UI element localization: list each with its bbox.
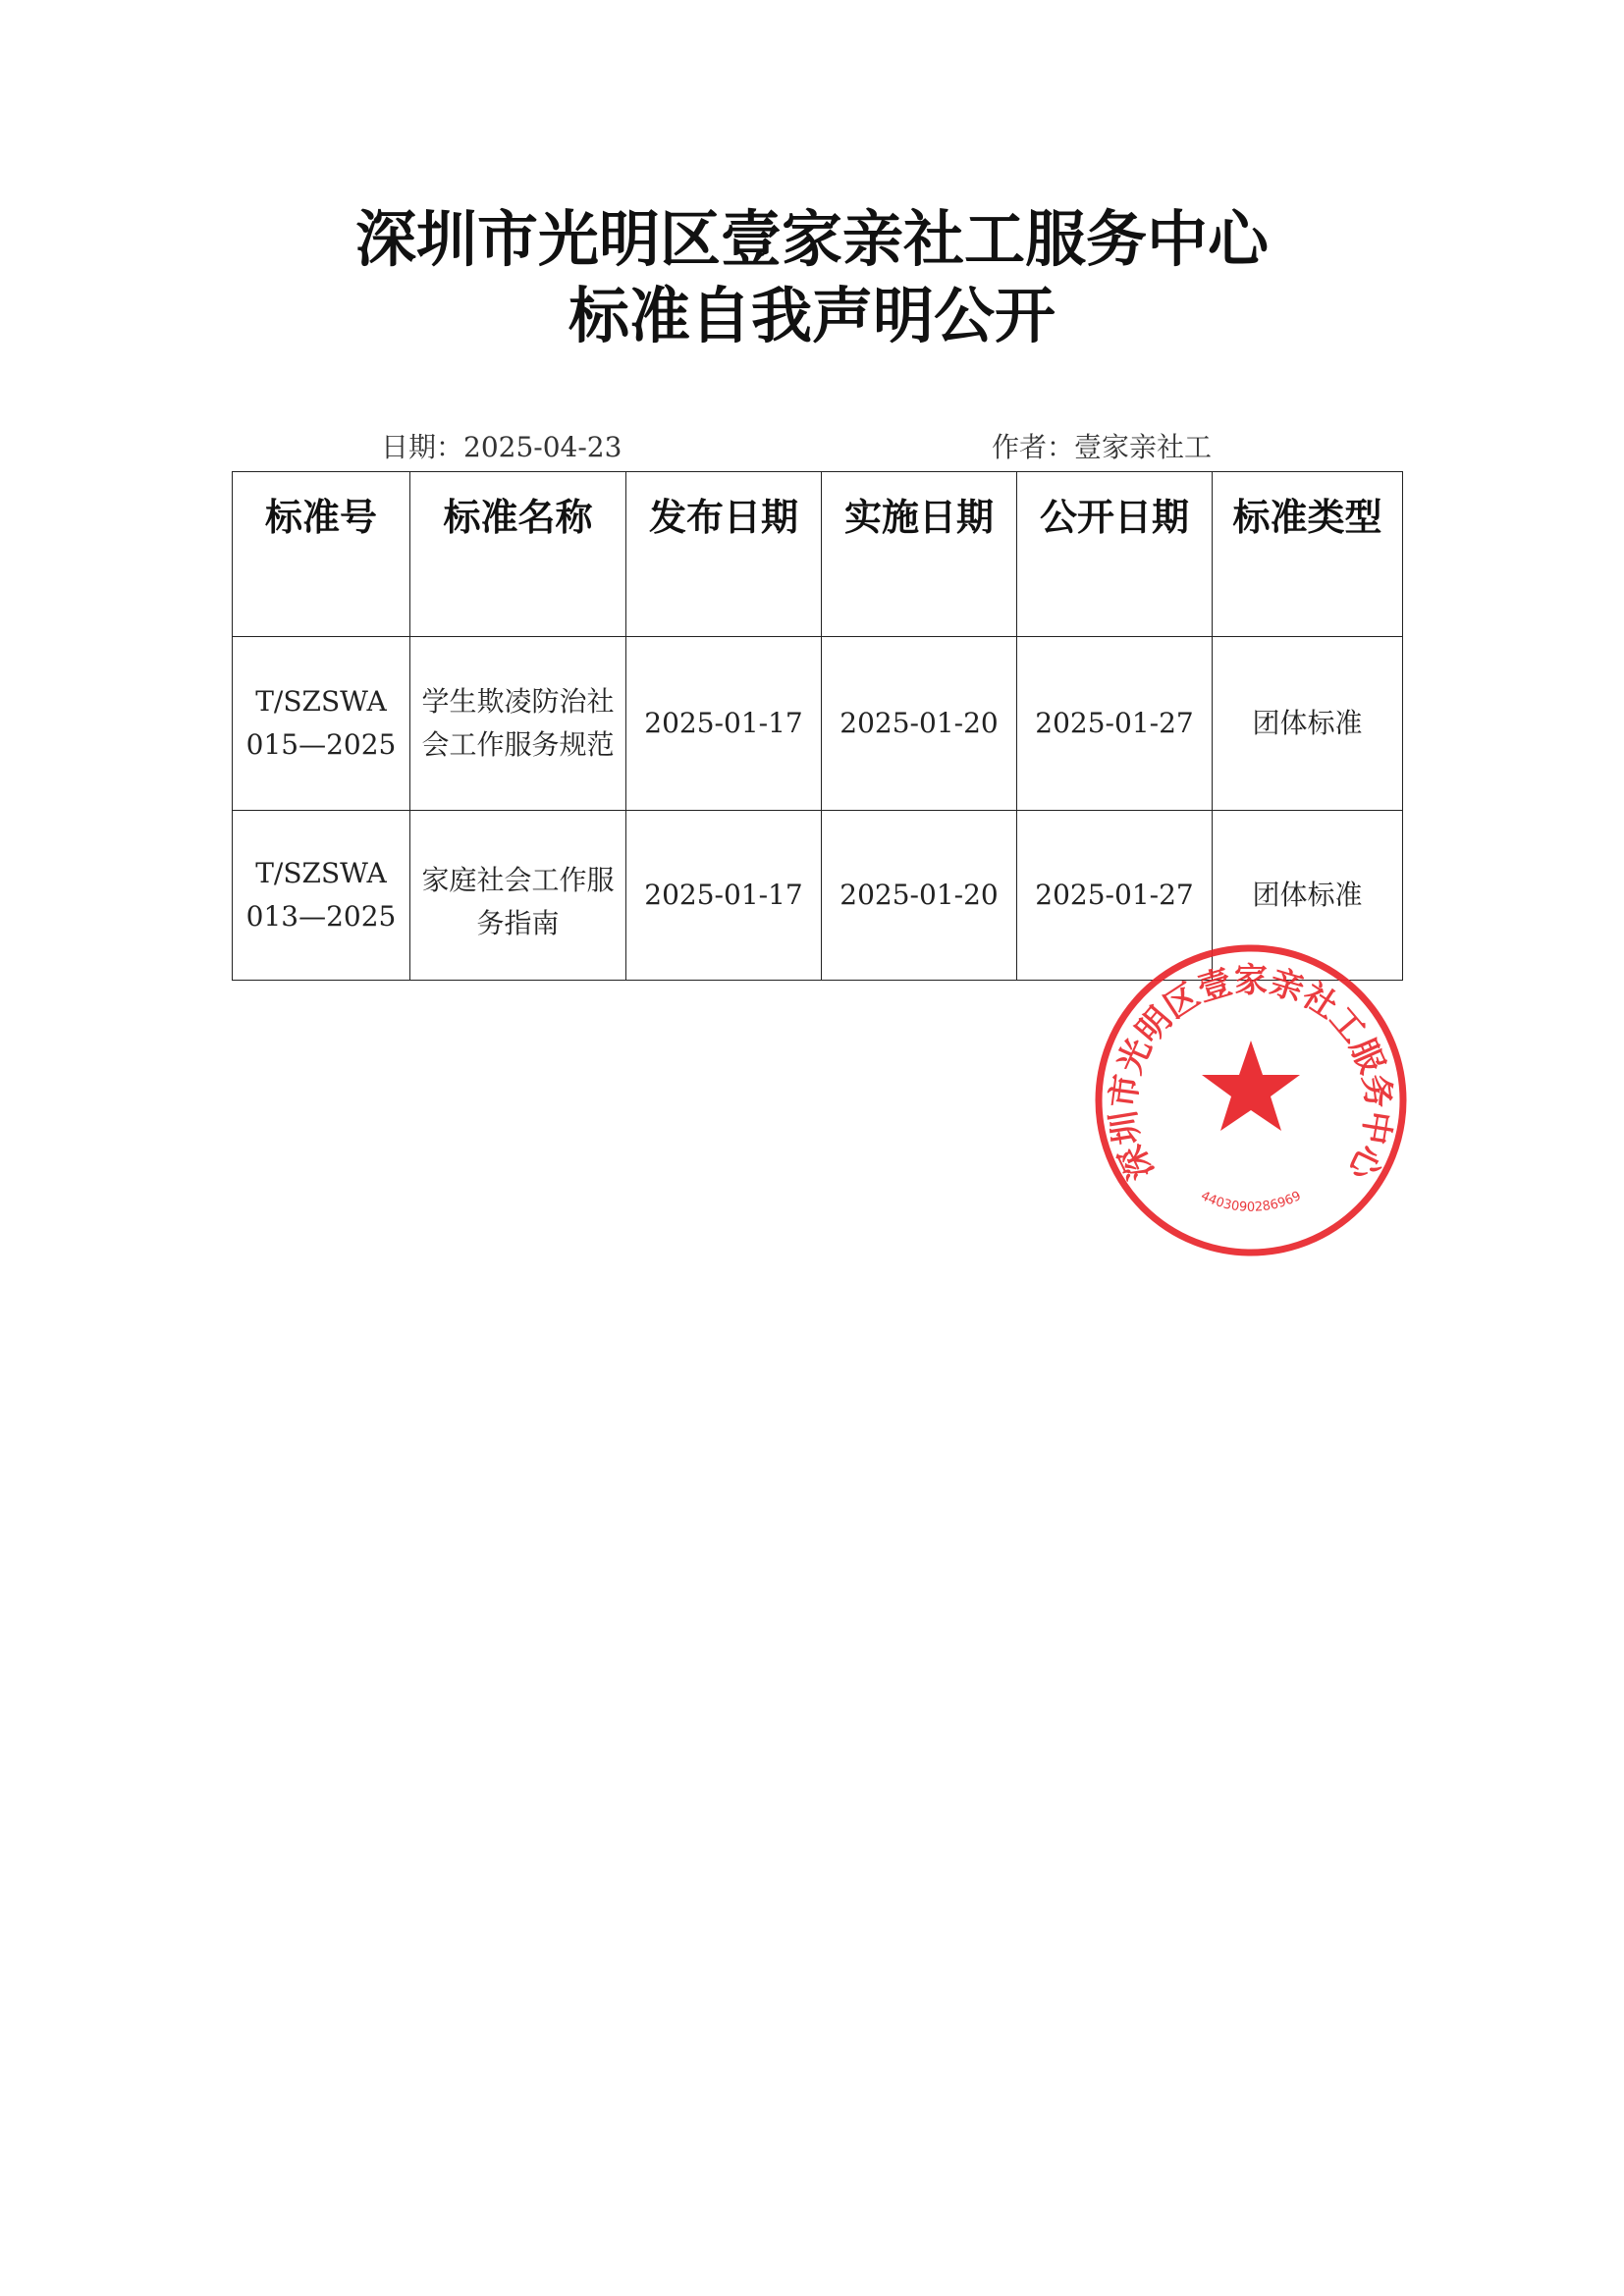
- seal-text-path: 深圳市光明区壹家亲社工服务中心: [1104, 961, 1398, 1187]
- standard-code-number: 013—2025: [245, 900, 397, 933]
- disclosure-date-cell: 2025-01-27: [1017, 637, 1213, 811]
- publish-date-cell: 2025-01-17: [626, 637, 822, 811]
- standard-type-cell: 团体标准: [1213, 637, 1403, 811]
- document-title-line-2: 标准自我声明公开: [568, 280, 1056, 351]
- header-disclosure-date: 公开日期: [1017, 472, 1213, 637]
- seal-number-path: 4403090286969: [1198, 1189, 1304, 1215]
- effective-date-cell: 2025-01-20: [822, 637, 1017, 811]
- table-header-row: [233, 472, 1403, 637]
- disclosure-date-cell: 2025-01-27: [1017, 811, 1213, 981]
- header-standard-name: 标准名称: [410, 472, 626, 637]
- seal-star-icon: [1202, 1041, 1300, 1131]
- official-seal-stamp: [1093, 942, 1409, 1258]
- standard-code-number: 015—2025: [245, 728, 397, 761]
- document-title-line-1: 深圳市光明区壹家亲社工服务中心: [354, 203, 1269, 275]
- standard-name-cell: 学生欺凌防治社会工作服务规范: [410, 637, 626, 811]
- standard-code-prefix: T/SZSWA: [255, 857, 387, 889]
- standard-name-cell: 家庭社会工作服务指南: [410, 811, 626, 981]
- header-publish-date: 发布日期: [626, 472, 822, 637]
- standard-code-cell: [233, 637, 410, 811]
- seal-number: [1198, 1189, 1303, 1215]
- header-effective-date: 实施日期: [822, 472, 1017, 637]
- standard-code-prefix: T/SZSWA: [255, 685, 387, 718]
- header-standard-code: 标准号: [233, 472, 410, 637]
- publish-date-cell: 2025-01-17: [626, 811, 822, 981]
- standard-type-cell: 团体标准: [1213, 811, 1403, 981]
- date-label: 日期：2025-04-23: [381, 431, 623, 463]
- standard-code-cell: [233, 811, 410, 981]
- header-standard-type: 标准类型: [1213, 472, 1403, 637]
- standards-table: [232, 471, 1403, 981]
- author-label: 作者：壹家亲社工: [992, 431, 1213, 463]
- table-row: [233, 637, 1403, 811]
- effective-date-cell: 2025-01-20: [822, 811, 1017, 981]
